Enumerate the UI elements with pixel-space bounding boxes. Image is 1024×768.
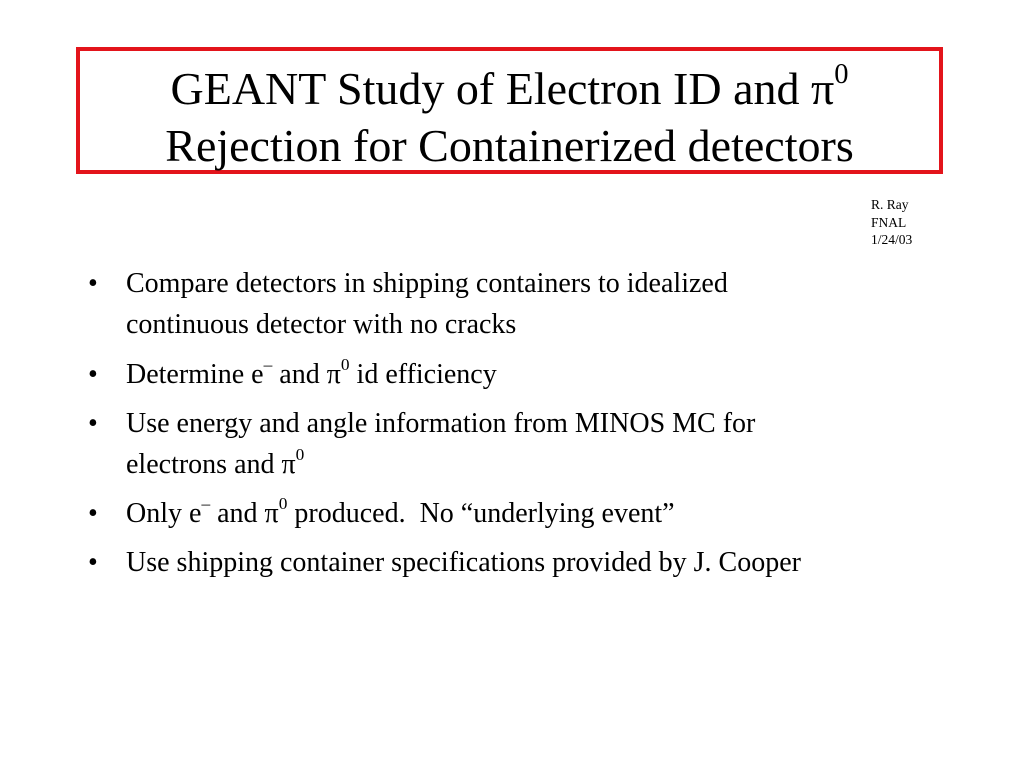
bullet-2-part-2: and π <box>272 359 341 390</box>
bullet-3-line-2 <box>126 444 986 485</box>
bullet-text-5: Use shipping container specifications provided by J. Cooper <box>126 547 801 578</box>
author-date: 1/24/03 <box>871 232 913 247</box>
bullet-text-1 <box>126 263 986 345</box>
bullet-2-sup-1: – <box>263 354 273 374</box>
title-line-2: Rejection for Containerized detectors <box>165 120 854 171</box>
title-box <box>76 47 943 174</box>
bullet-marker: • <box>88 268 98 299</box>
bullet-marker: • <box>88 408 98 439</box>
author-name: R. Ray <box>871 197 909 212</box>
bullet-4-part-1: Only e <box>126 498 202 529</box>
bullet-marker: • <box>88 547 98 578</box>
author-org: FNAL <box>871 214 907 230</box>
bullet-3-line-2-text: electrons and π <box>126 449 296 480</box>
bullet-1-line-1: Compare detectors in shipping containers to idealized <box>126 268 728 299</box>
title-superscript: 0 <box>834 58 849 90</box>
title-line-1-text: GEANT Study of Electron ID and π <box>170 63 835 114</box>
bullet-1-line-2: continuous detector with no cracks <box>126 309 517 340</box>
bullet-text-3 <box>126 403 986 485</box>
bullet-text-4 <box>126 493 986 534</box>
author-block <box>871 196 912 249</box>
bullet-3-line-1: Use energy and angle information from MINOS MC for <box>126 408 756 439</box>
bullet-2-part-1: Determine e <box>126 359 264 390</box>
bullet-marker: • <box>88 498 98 529</box>
bullet-3-sup: 0 <box>295 444 305 464</box>
bullet-4-part-2: and π <box>210 498 279 529</box>
bullet-text-2 <box>126 354 986 395</box>
bullet-4-sup-2: 0 <box>278 493 288 513</box>
bullet-4-part-3: produced. No “underlying event” <box>287 498 675 529</box>
bullet-marker: • <box>88 359 98 390</box>
bullet-2-part-3: id efficiency <box>349 359 497 390</box>
title-line-1 <box>80 58 939 115</box>
bullet-2-sup-2: 0 <box>340 354 350 374</box>
bullet-4-sup-1: – <box>201 493 211 513</box>
